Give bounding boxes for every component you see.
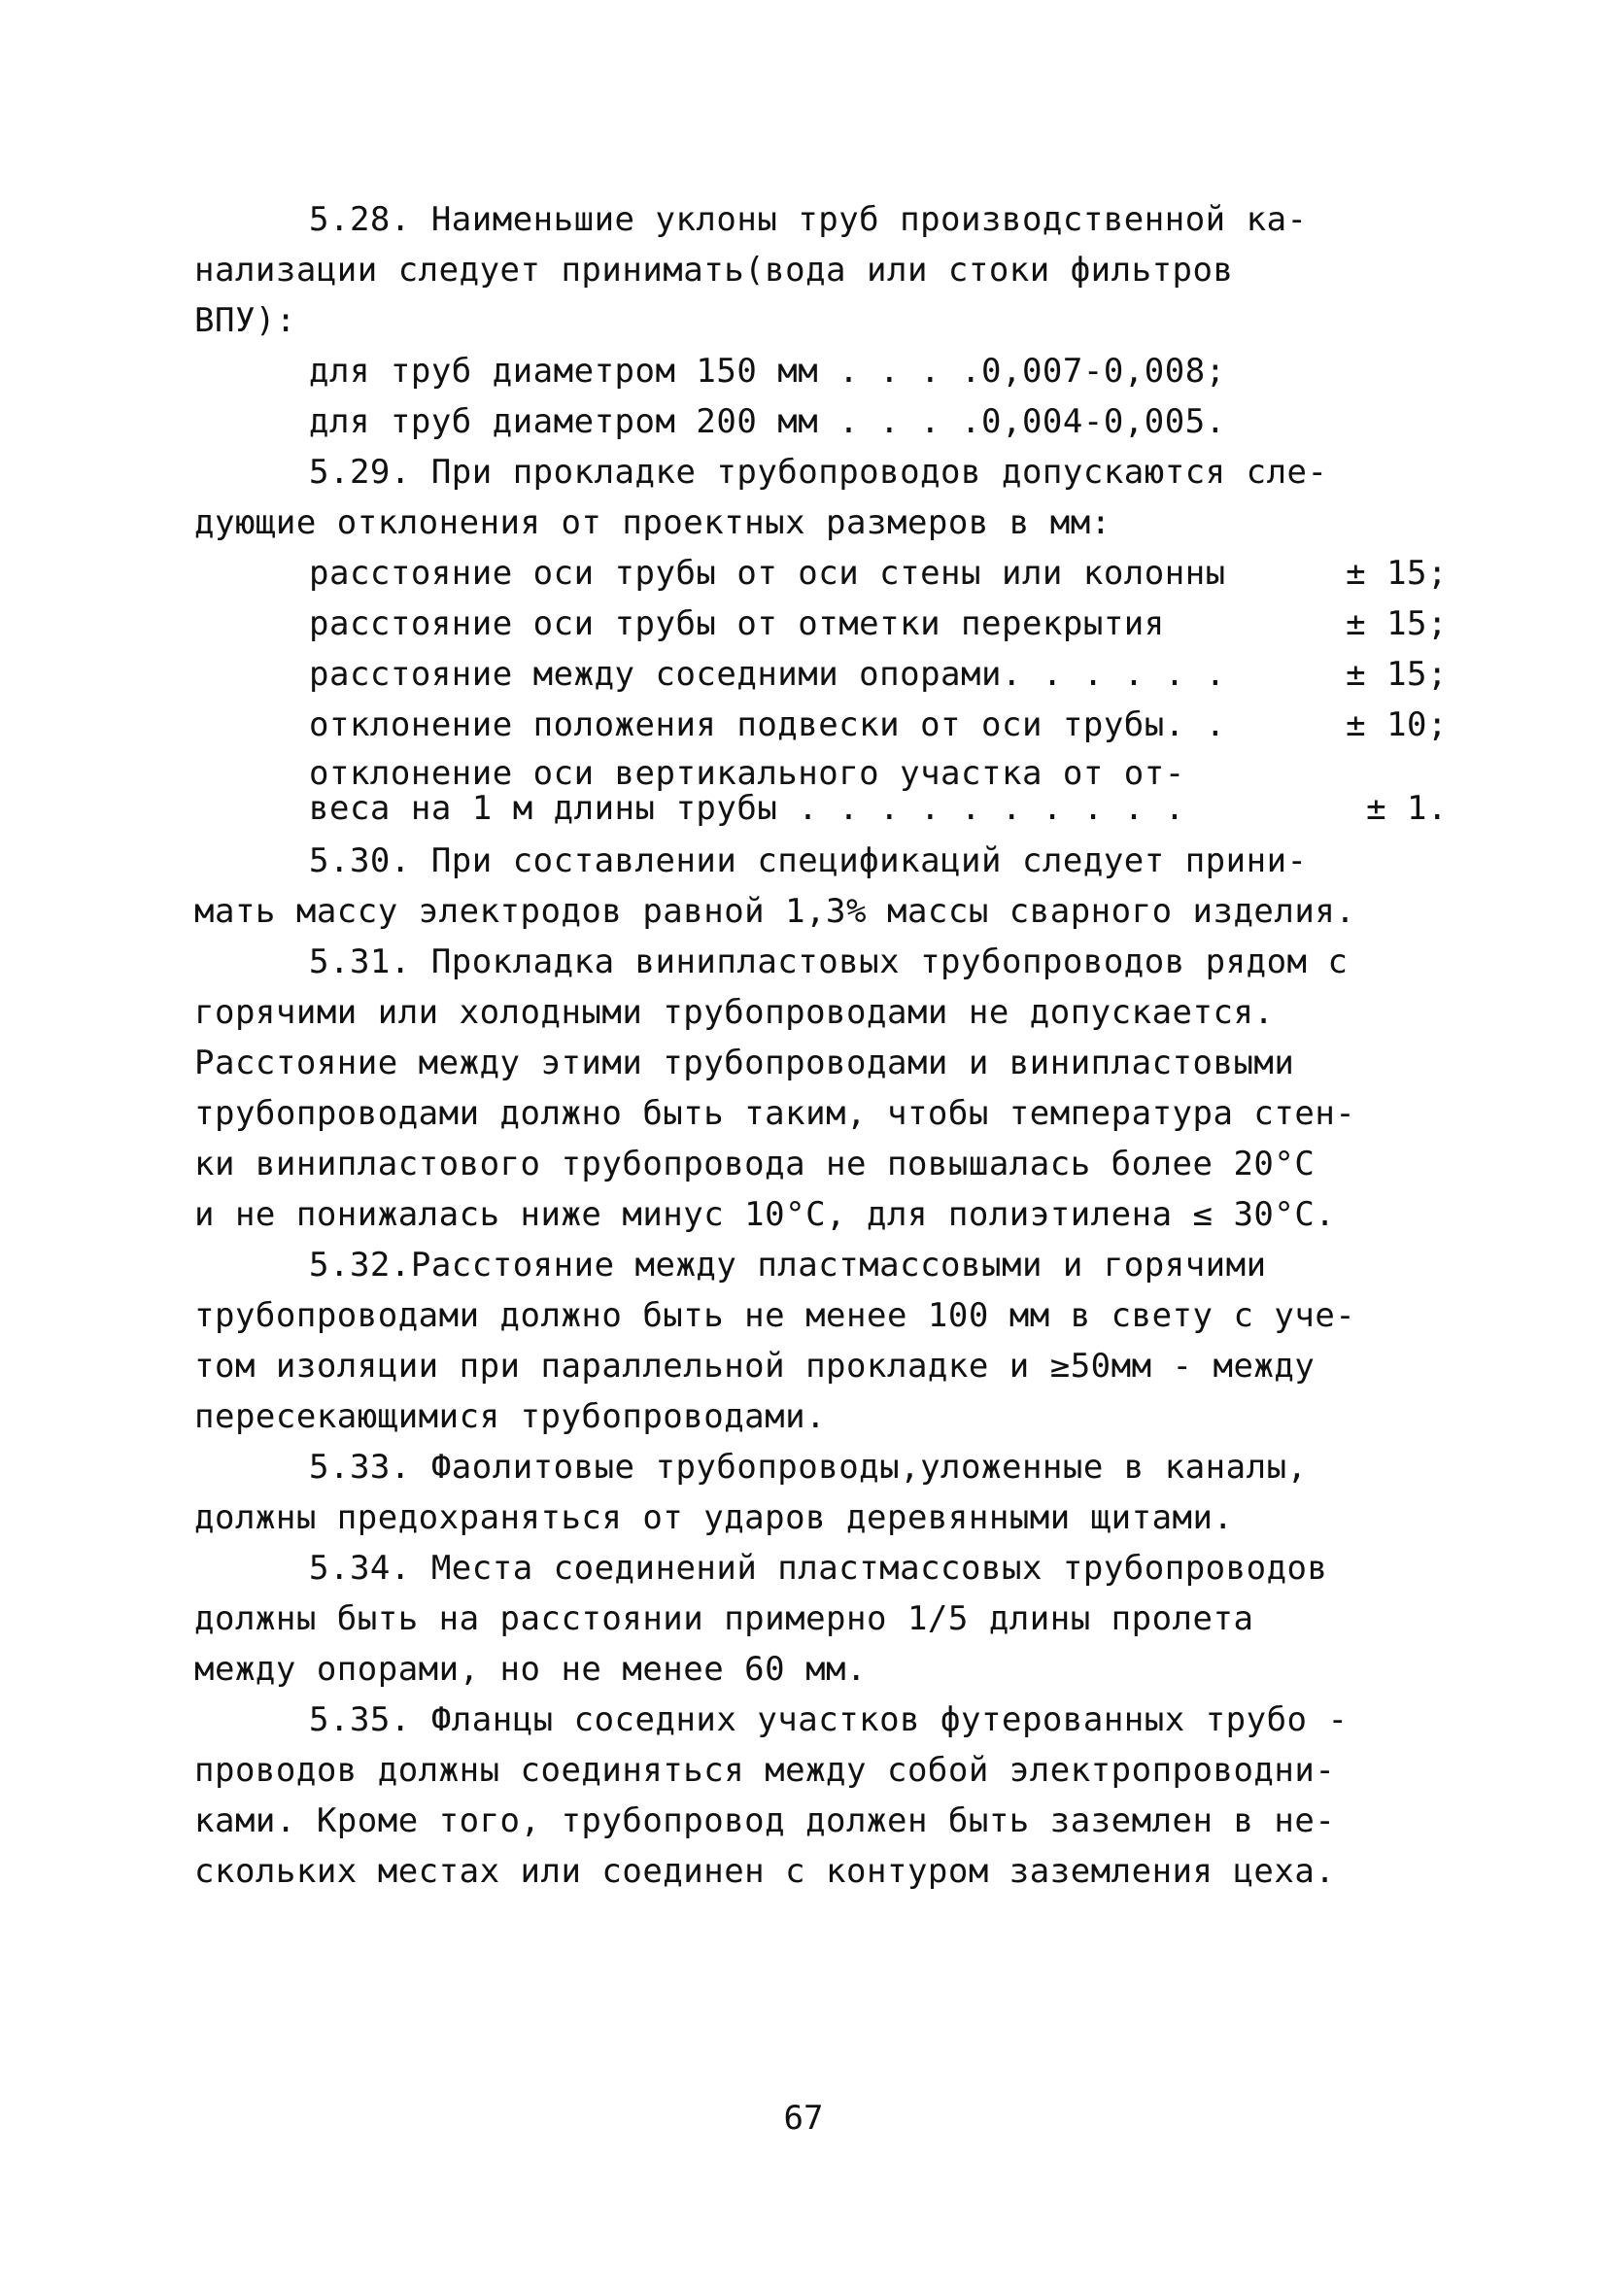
tolerance-label: расстояние оси трубы от оси стены или колонны [309,554,1226,593]
text-line: ки винипластового трубопровода не повышалась более 20°С [194,1145,1316,1183]
tolerance-label: отклонение оси вертикального участка от от- [309,754,1185,793]
paragraph-5-29 [194,447,1448,826]
text-line: пересекающимися трубопроводами. [194,1397,827,1436]
tolerance-value: ± 15; [1346,655,1448,694]
text-line: Расстояние между этими трубопроводами и винипластовыми [194,1044,1295,1082]
text-line: ВПУ): [194,301,296,340]
text-line: скольких местах или соединен с контуром заземления цеха. [194,1852,1336,1891]
page-number: 67 [783,2099,824,2138]
tolerance-value: ± 15; [1346,604,1448,643]
tolerance-row [194,649,1448,700]
text-line: и не понижалась ниже минус 10°С, для полиэтилена ≤ 30°С. [194,1195,1336,1234]
text-line: 5.29. При прокладке трубопроводов допускаются сле- [309,453,1328,492]
tolerance-row-multiline [194,756,1448,826]
paragraph-5-31 [194,937,1448,1240]
tolerance-value: ± 1. [1366,789,1448,828]
text-line: трубопроводами должно быть таким, чтобы температура стен- [194,1094,1356,1133]
paragraph-5-30 [194,836,1448,937]
text-line: проводов должны соединяться между собой электропроводни- [194,1751,1336,1790]
text-line: горячими или холодными трубопроводами не допускается. [194,993,1275,1032]
text-line: мать массу электродов равной 1,3% массы сварного изделия. [194,892,1356,931]
text-line: должны быть на расстоянии примерно 1/5 длины пролета [194,1599,1254,1638]
tolerance-label: расстояние между соседними опорами. . . . . . [309,655,1226,694]
tolerance-row [194,548,1448,599]
paragraph-5-34 [194,1543,1448,1695]
text-line: 5.31. Прокладка винипластовых трубопроводов рядом с [309,942,1349,981]
body-text [194,194,1448,1897]
tolerance-label: расстояние оси трубы от отметки перекрытия [309,604,1165,643]
paragraph-5-35 [194,1695,1448,1897]
tolerance-value: ± 10; [1346,705,1448,744]
paragraph-5-32 [194,1240,1448,1442]
text-line: 5.35. Фланцы соседних участков футерованных трубо - [309,1700,1349,1739]
list-item: для труб диаметром 200 мм . . . .0,004-0,005. [309,402,1226,441]
tolerance-row [194,700,1448,750]
text-line: 5.28. Наименьшие уклоны труб производственной ка- [309,200,1308,239]
paragraph-5-28 [194,194,1448,447]
text-line: ками. Кроме того, трубопровод должен быть заземлен в не- [194,1801,1336,1840]
text-line: между опорами, но не менее 60 мм. [194,1650,868,1689]
text-line: должны предохраняться от ударов деревянными щитами. [194,1498,1234,1537]
tolerance-label: отклонение положения подвески от оси трубы. . [309,705,1226,744]
text-line: том изоляции при параллельной прокладке и ≥50мм - между [194,1347,1316,1386]
text-line: нализации следует принимать(вода или стоки фильтров [194,251,1234,290]
text-line: 5.30. При составлении спецификаций следует прини- [309,841,1308,880]
text-line: 5.33. Фаолитовые трубопроводы,уложенные в каналы, [309,1448,1308,1487]
text-line: 5.34. Места соединений пластмассовых трубопроводов [309,1549,1328,1588]
tolerance-label: веса на 1 м длины трубы . . . . . . . . . . [309,789,1185,828]
list-item: для труб диаметром 150 мм . . . .0,007-0,008; [309,352,1226,391]
tolerance-row [194,599,1448,649]
tolerance-row [194,791,1448,826]
paragraph-5-33 [194,1442,1448,1543]
text-line: трубопроводами должно быть не менее 100 мм в свету с уче- [194,1296,1356,1335]
text-line: 5.32.Расстояние между пластмассовыми и горячими [309,1246,1267,1285]
tolerance-value: ± 15; [1346,554,1448,593]
text-line: дующие отклонения от проектных размеров в мм: [194,503,1111,542]
